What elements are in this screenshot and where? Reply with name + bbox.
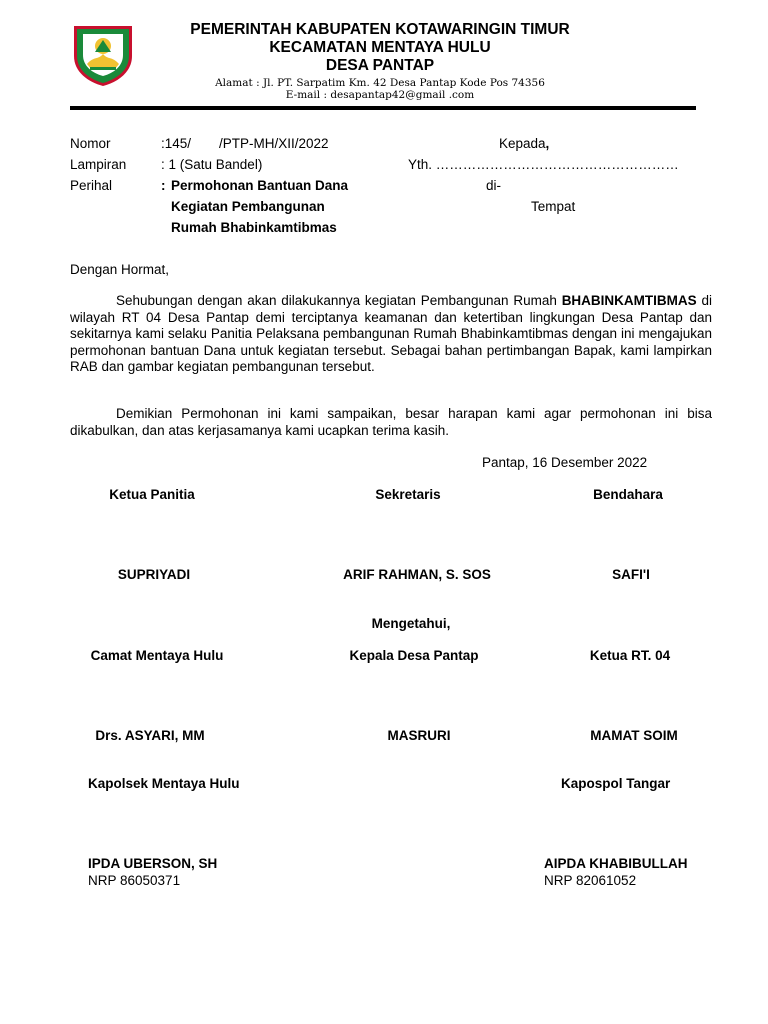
perihal-colon: : bbox=[161, 178, 166, 193]
mengetahui: Mengetahui, bbox=[371, 616, 451, 631]
nomor-value: :145/ bbox=[161, 136, 192, 151]
greeting: Dengan Hormat, bbox=[70, 262, 170, 277]
lampiran-label: Lampiran bbox=[70, 157, 127, 172]
sig-bendahara-name: SAFI'I bbox=[612, 567, 650, 582]
letterhead-divider bbox=[70, 106, 696, 110]
header-email: E-mail : desapantap42@gmail .com bbox=[285, 89, 475, 101]
recipient-kepada bbox=[499, 136, 549, 151]
body-paragraph-2 bbox=[70, 406, 712, 439]
sig-sekretaris-name: ARIF RAHMAN, S. SOS bbox=[343, 567, 491, 582]
body-paragraph-1 bbox=[70, 293, 712, 376]
header-village: DESA PANTAP bbox=[325, 57, 435, 74]
sig-camat-name: Drs. ASYARI, MM bbox=[95, 728, 205, 743]
sig-bendahara-title: Bendahara bbox=[593, 487, 663, 502]
kepada-comma: , bbox=[545, 136, 550, 151]
perihal-line-1: Permohonan Bantuan Dana bbox=[171, 178, 349, 193]
lampiran-value: : 1 (Satu Bandel) bbox=[161, 157, 263, 172]
sig-rt-title: Ketua RT. 04 bbox=[589, 648, 671, 663]
perihal-label: Perihal bbox=[70, 178, 113, 193]
p1-start: Sehubungan dengan akan dilakukannya kegiatan Pembangunan Rumah bbox=[116, 293, 557, 308]
recipient-tempat: Tempat bbox=[531, 199, 576, 214]
kepada-text: Kepada bbox=[499, 136, 546, 151]
sig-kapospol-nrp: NRP 82061052 bbox=[544, 873, 637, 888]
sig-ketua-title: Ketua Panitia bbox=[109, 487, 195, 502]
header-address: Alamat : Jl. PT. Sarpatim Km. 42 Desa Pantap Kode Pos 74356 bbox=[215, 77, 545, 89]
sig-camat-title: Camat Mentaya Hulu bbox=[90, 648, 224, 663]
sig-kapolsek-nrp: NRP 86050371 bbox=[88, 873, 181, 888]
sig-kapospol-name: AIPDA KHABIBULLAH bbox=[544, 856, 688, 871]
sig-ketua-name: SUPRIYADI bbox=[117, 567, 191, 582]
sig-kades-title: Kepala Desa Pantap bbox=[349, 648, 479, 663]
sig-sekretaris-title: Sekretaris bbox=[375, 487, 441, 502]
p2-text: Demikian Permohonan ini kami sampaikan, besar harapan kami agar permohonan ini bisa dikabulkan, dan atas kerjasamanya kami ucapkan terima kasih. bbox=[70, 406, 712, 438]
perihal-line-3: Rumah Bhabinkamtibmas bbox=[171, 220, 337, 235]
sig-kapolsek-title: Kapolsek Mentaya Hulu bbox=[88, 776, 240, 791]
sig-kapolsek-name: IPDA UBERSON, SH bbox=[88, 856, 218, 871]
p1-rest: di wilayah RT 04 Desa Pantap demi terciptanya keamanan dan ketertiban lingkungan Desa Pantap dan sekitarnya kami selaku Panitia Pelaksana pembangunan Rumah Bhabinkamtibmas dengan ini mengajukan permohonan bantuan Dana untuk kegiatan tersebut. Sebagai bahan pertimbangan Bapak, kami lampirkan RAB dan gambar kegiatan pembangunan tersebut. bbox=[70, 293, 712, 374]
sig-kapospol-title: Kapospol Tangar bbox=[561, 776, 671, 791]
p1-bold: BHABINKAMTIBMAS bbox=[561, 293, 697, 308]
header-regency: PEMERINTAH KABUPATEN KOTAWARINGIN TIMUR bbox=[190, 21, 570, 38]
recipient-yth: Yth. ……………………………………………… bbox=[408, 157, 679, 172]
sig-kades-name: MASRURI bbox=[387, 728, 451, 743]
sig-rt-name: MAMAT SOIM bbox=[590, 728, 678, 743]
perihal-line-2: Kegiatan Pembangunan bbox=[171, 199, 325, 214]
regency-crest-shield-icon bbox=[70, 22, 136, 88]
nomor-label: Nomor bbox=[70, 136, 111, 151]
header-district: KECAMATAN MENTAYA HULU bbox=[269, 39, 491, 56]
date-place: Pantap, 16 Desember 2022 bbox=[482, 455, 648, 470]
nomor-code: /PTP-MH/XII/2022 bbox=[219, 136, 329, 151]
recipient-di: di- bbox=[486, 178, 502, 193]
